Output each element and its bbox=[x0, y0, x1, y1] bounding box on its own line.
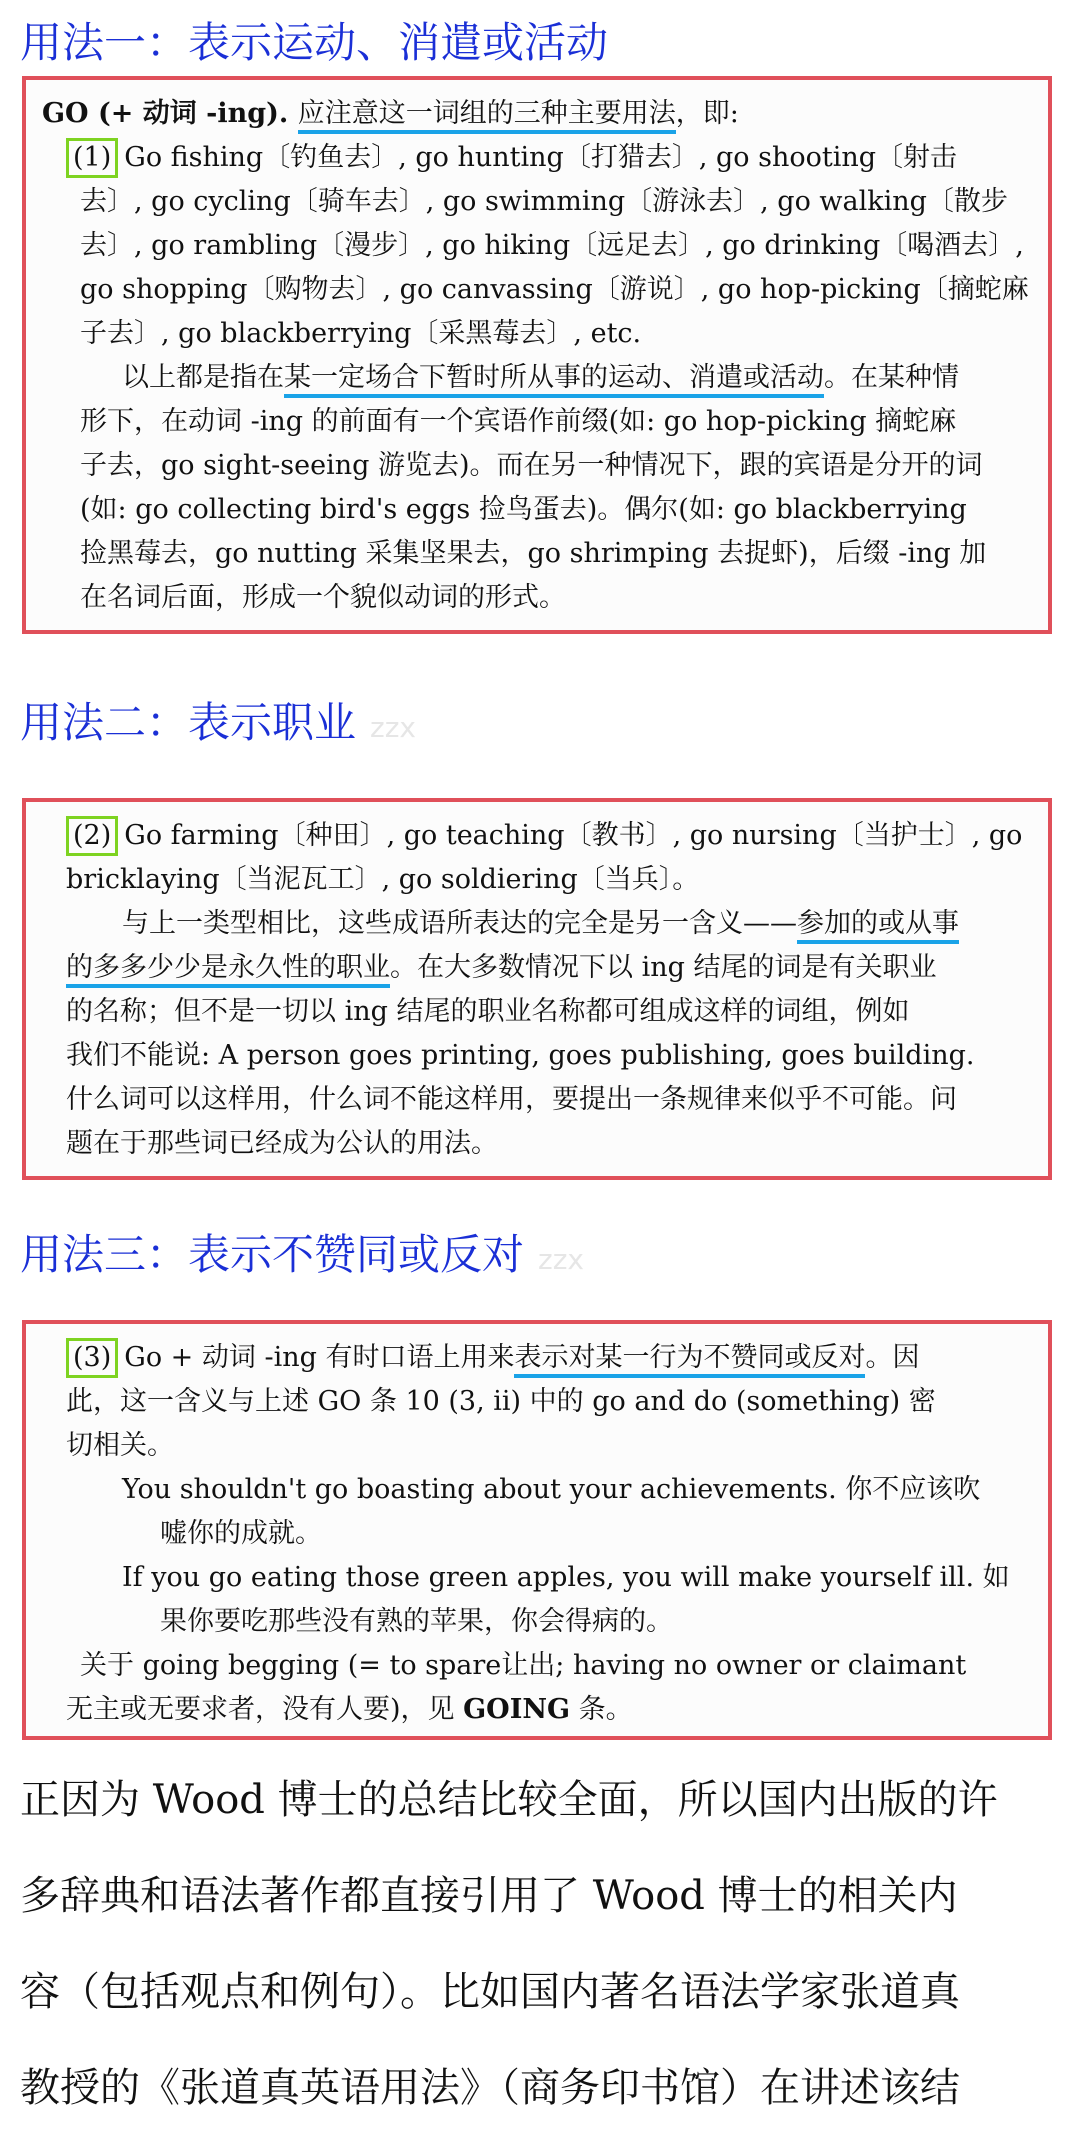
box3-line: 切相关。 bbox=[66, 1430, 174, 1461]
box1-line1-underline: 应注意这一词组的三种主要用法 bbox=[298, 98, 676, 134]
box3-line: If you go eating those green apples, you will make yourself ill. 如 bbox=[122, 1562, 1010, 1593]
paragraph-line: 容（包括观点和例句）。比如国内著名语法学家张道真 bbox=[20, 1969, 960, 2015]
paragraph-line: 多辞典和语法著作都直接引用了 Wood 博士的相关内 bbox=[20, 1873, 958, 1919]
box3-line: 关于 going begging (= to spare让出; having no owner or claimant bbox=[80, 1650, 967, 1681]
box3-line1-lead: Go + 动词 -ing 有时口语上用来 bbox=[124, 1342, 515, 1373]
box2-line bbox=[42, 902, 1032, 946]
box1-line bbox=[42, 92, 1032, 136]
box1-line: 形下，在动词 -ing 的前面有一个宾语作前缀(如: go hop-picking 摘蛇麻 bbox=[80, 406, 957, 437]
box1-line2: Go fishing〔钓鱼去〕, go hunting〔打猎去〕, go shooting〔射击 bbox=[124, 142, 958, 173]
body-paragraph bbox=[20, 1752, 1060, 2136]
item-tag-3: (3) bbox=[66, 1338, 118, 1378]
box2-line: 什么词可以这样用，什么词不能这样用，要提出一条规律来似乎不可能。问 bbox=[66, 1084, 957, 1115]
box3-line: 嘘你的成就。 bbox=[160, 1518, 322, 1549]
item-tag-1: (1) bbox=[66, 138, 118, 178]
box1-line: 去〕, go rambling〔漫步〕, go hiking〔远足去〕, go drinking〔喝酒去〕, bbox=[80, 230, 1024, 261]
box1-line: 捡黑莓去，go nutting 采集坚果去，go shrimping 去捉虾)，后缀 -ing 加 bbox=[80, 538, 987, 569]
box2-line bbox=[42, 946, 1032, 990]
box1-line: 去〕, go cycling〔骑车去〕, go swimming〔游泳去〕, go walking〔散步 bbox=[80, 186, 1008, 217]
box2-line3-underline: 参加的或从事 bbox=[797, 908, 959, 944]
box2-line4-tail: 。在大多数情况下以 ing 结尾的词是有关职业 bbox=[390, 952, 937, 983]
item-tag-2: (2) bbox=[66, 816, 118, 856]
section2-heading-text: 用法二：表示职业 bbox=[20, 698, 357, 747]
box3-line: You shouldn't go boasting about your achievements. 你不应该吹 bbox=[122, 1474, 981, 1505]
box3-line9-lead: 无主或无要求者，没有人要)，见 bbox=[66, 1694, 464, 1725]
box2-line bbox=[42, 814, 1032, 858]
box1-line7-tail: 。在某种情 bbox=[824, 362, 959, 393]
box3-line bbox=[42, 1336, 1032, 1380]
section2-box bbox=[22, 798, 1052, 1180]
box1-line7-underline: 某一定场合下暂时所从事的运动、消遣或活动 bbox=[284, 362, 824, 398]
section3-heading-text: 用法三：表示不赞同或反对 bbox=[20, 1230, 525, 1279]
box1-line7-lead: 以上都是指在 bbox=[122, 362, 284, 393]
box2-line3-lead: 与上一类型相比，这些成语所表达的完全是另一含义—— bbox=[122, 908, 797, 939]
paragraph-line: 教授的《张道真英语用法》（商务印书馆）在讲述该结 bbox=[20, 2065, 960, 2111]
section1-heading: 用法一：表示运动、消遣或活动 bbox=[20, 18, 609, 67]
box1-line: go shopping〔购物去〕, go canvassing〔游说〕, go hop-picking〔摘蛇麻 bbox=[80, 274, 1029, 305]
box2-line: 的名称；但不是一切以 ing 结尾的职业名称都可组成这样的词组，例如 bbox=[66, 996, 910, 1027]
watermark: zzx bbox=[538, 1243, 584, 1276]
box1-line1-lead: GO (+ 动词 -ing). bbox=[42, 98, 298, 129]
box1-line: (如: go collecting bird's eggs 捡鸟蛋去)。偶尔(如: go blackberrying bbox=[80, 494, 967, 525]
box2-line: bricklaying〔当泥瓦工〕, go soldiering〔当兵〕。 bbox=[66, 864, 700, 895]
box1-line bbox=[42, 136, 1032, 180]
watermark: zzx bbox=[370, 711, 416, 744]
section3-box bbox=[22, 1320, 1052, 1740]
box2-line: 我们不能说: A person goes printing, goes publishing, goes building. bbox=[66, 1040, 975, 1071]
box3-line: 果你要吃那些没有熟的苹果，你会得病的。 bbox=[160, 1606, 673, 1637]
box3-line: 此，这一含义与上述 GO 条 10 (3, ii) 中的 go and do (something) 密 bbox=[66, 1386, 936, 1417]
box3-line9-bold: GOING bbox=[463, 1694, 571, 1725]
box1-line bbox=[42, 356, 1032, 400]
box3-line1-underline: 表示对某一行为不赞同或反对 bbox=[514, 1342, 865, 1378]
box1-line: 子去，go sight-seeing 游览去)。而在另一种情况下，跟的宾语是分开的词 bbox=[80, 450, 983, 481]
section2-heading bbox=[20, 690, 416, 750]
box1-line: 子去〕, go blackberrying〔采黑莓去〕, etc. bbox=[80, 318, 642, 349]
box3-line9-tail: 条。 bbox=[570, 1694, 633, 1725]
section1-box bbox=[22, 76, 1052, 634]
section3-heading bbox=[20, 1222, 584, 1282]
paragraph-line: 正因为 Wood 博士的总结比较全面，所以国内出版的许 bbox=[20, 1777, 998, 1823]
box1-line: 在名词后面，形成一个貌似动词的形式。 bbox=[80, 582, 566, 613]
box2-line4-underline: 的多多少少是永久性的职业 bbox=[66, 952, 390, 988]
box3-line1-tail: 。因 bbox=[865, 1342, 920, 1373]
box2-line: 题在于那些词已经成为公认的用法。 bbox=[66, 1128, 498, 1159]
box1-line1-tail: ，即: bbox=[675, 98, 739, 129]
box3-line bbox=[42, 1688, 1032, 1732]
box2-line1: Go farming〔种田〕, go teaching〔教书〕, go nursing〔当护士〕, go bbox=[124, 820, 1023, 851]
